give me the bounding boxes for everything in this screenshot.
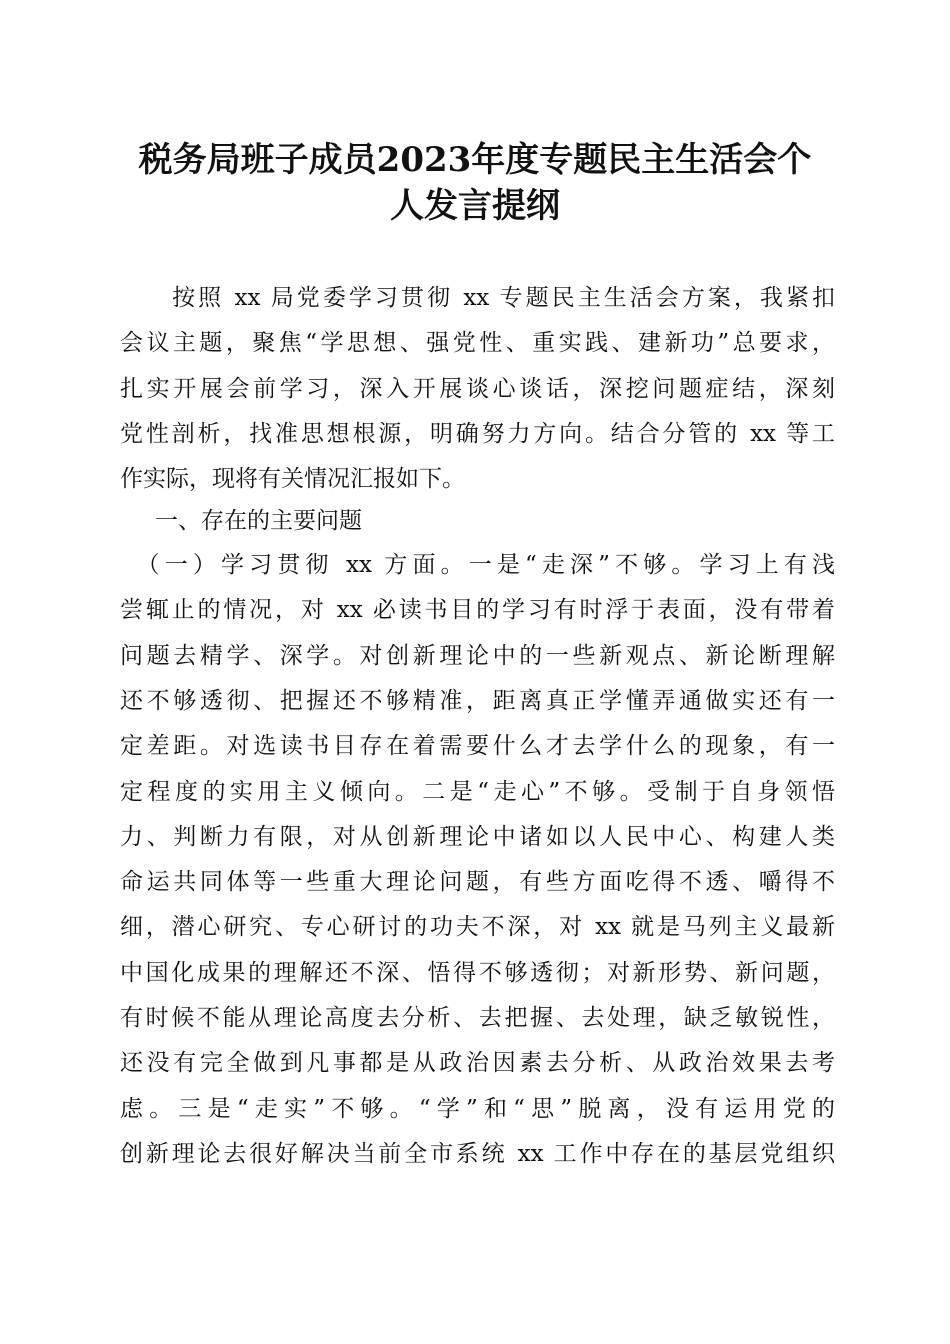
text-line: 还不够透彻、把握还不够精准，距离真正学懂弄通做实还有一 <box>120 687 835 714</box>
text-line: 命运共同体等一些重大理论问题，有些方面吃得不透、嚼得不 <box>120 869 835 896</box>
text-line: 创新理论去很好解决当前全市系统 xx 工作中存在的基层党组织 <box>120 1140 835 1167</box>
text-line: （一）学习贯彻 xx 方面。一是“走深”不够。学习上有浅 <box>120 552 835 578</box>
text-line: 细，潜心研究、专心研讨的功夫不深，对 xx 就是马列主义最新 <box>120 914 835 941</box>
text-line: 扎实开展会前学习，深入开展谈心谈话，深挖问题症结，深刻 <box>120 375 835 402</box>
text-line: 问题去精学、深学。对创新理论中的一些新观点、新论断理解 <box>120 642 835 669</box>
text-line: 尝辄止的情况，对 xx 必读书目的学习有时浮于表面，没有带着 <box>120 597 835 624</box>
text-line: 中国化成果的理解还不深、悟得不够透彻；对新形势、新问题， <box>120 959 835 986</box>
text-line: 定差距。对选读书目存在着需要什么才去学什么的现象，有一 <box>120 733 835 760</box>
document-title-line-1: 税务局班子成员2023年度专题民主生活会个 <box>138 140 812 180</box>
section-heading: 一、存在的主要问题 <box>155 508 362 534</box>
text-line: 虑。三是“走实”不够。“学”和“思”脱离，没有运用党的 <box>120 1095 835 1122</box>
text-line: 定程度的实用主义倾向。二是“走心”不够。受制于自身领悟 <box>120 778 835 805</box>
text-line: 会议主题，聚焦“学思想、强党性、重实践、建新功”总要求， <box>120 330 835 357</box>
text-line: 作实际，现将有关情况汇报如下。 <box>120 466 465 493</box>
text-line: 力、判断力有限，对从创新理论中诸如以人民中心、构建人类 <box>120 823 835 850</box>
document-title-line-2: 人发言提纲 <box>390 186 560 226</box>
text-line: 还没有完全做到凡事都是从政治因素去分析、从政治效果去考 <box>120 1050 835 1077</box>
text-line: 党性剖析，找准思想根源，明确努力方向。结合分管的 xx 等工 <box>120 420 835 447</box>
text-line: 按照 xx 局党委学习贯彻 xx 专题民主生活会方案，我紧扣 <box>120 285 835 311</box>
text-line: 有时候不能从理论高度去分析、去把握、去处理，缺乏敏锐性， <box>120 1005 835 1031</box>
